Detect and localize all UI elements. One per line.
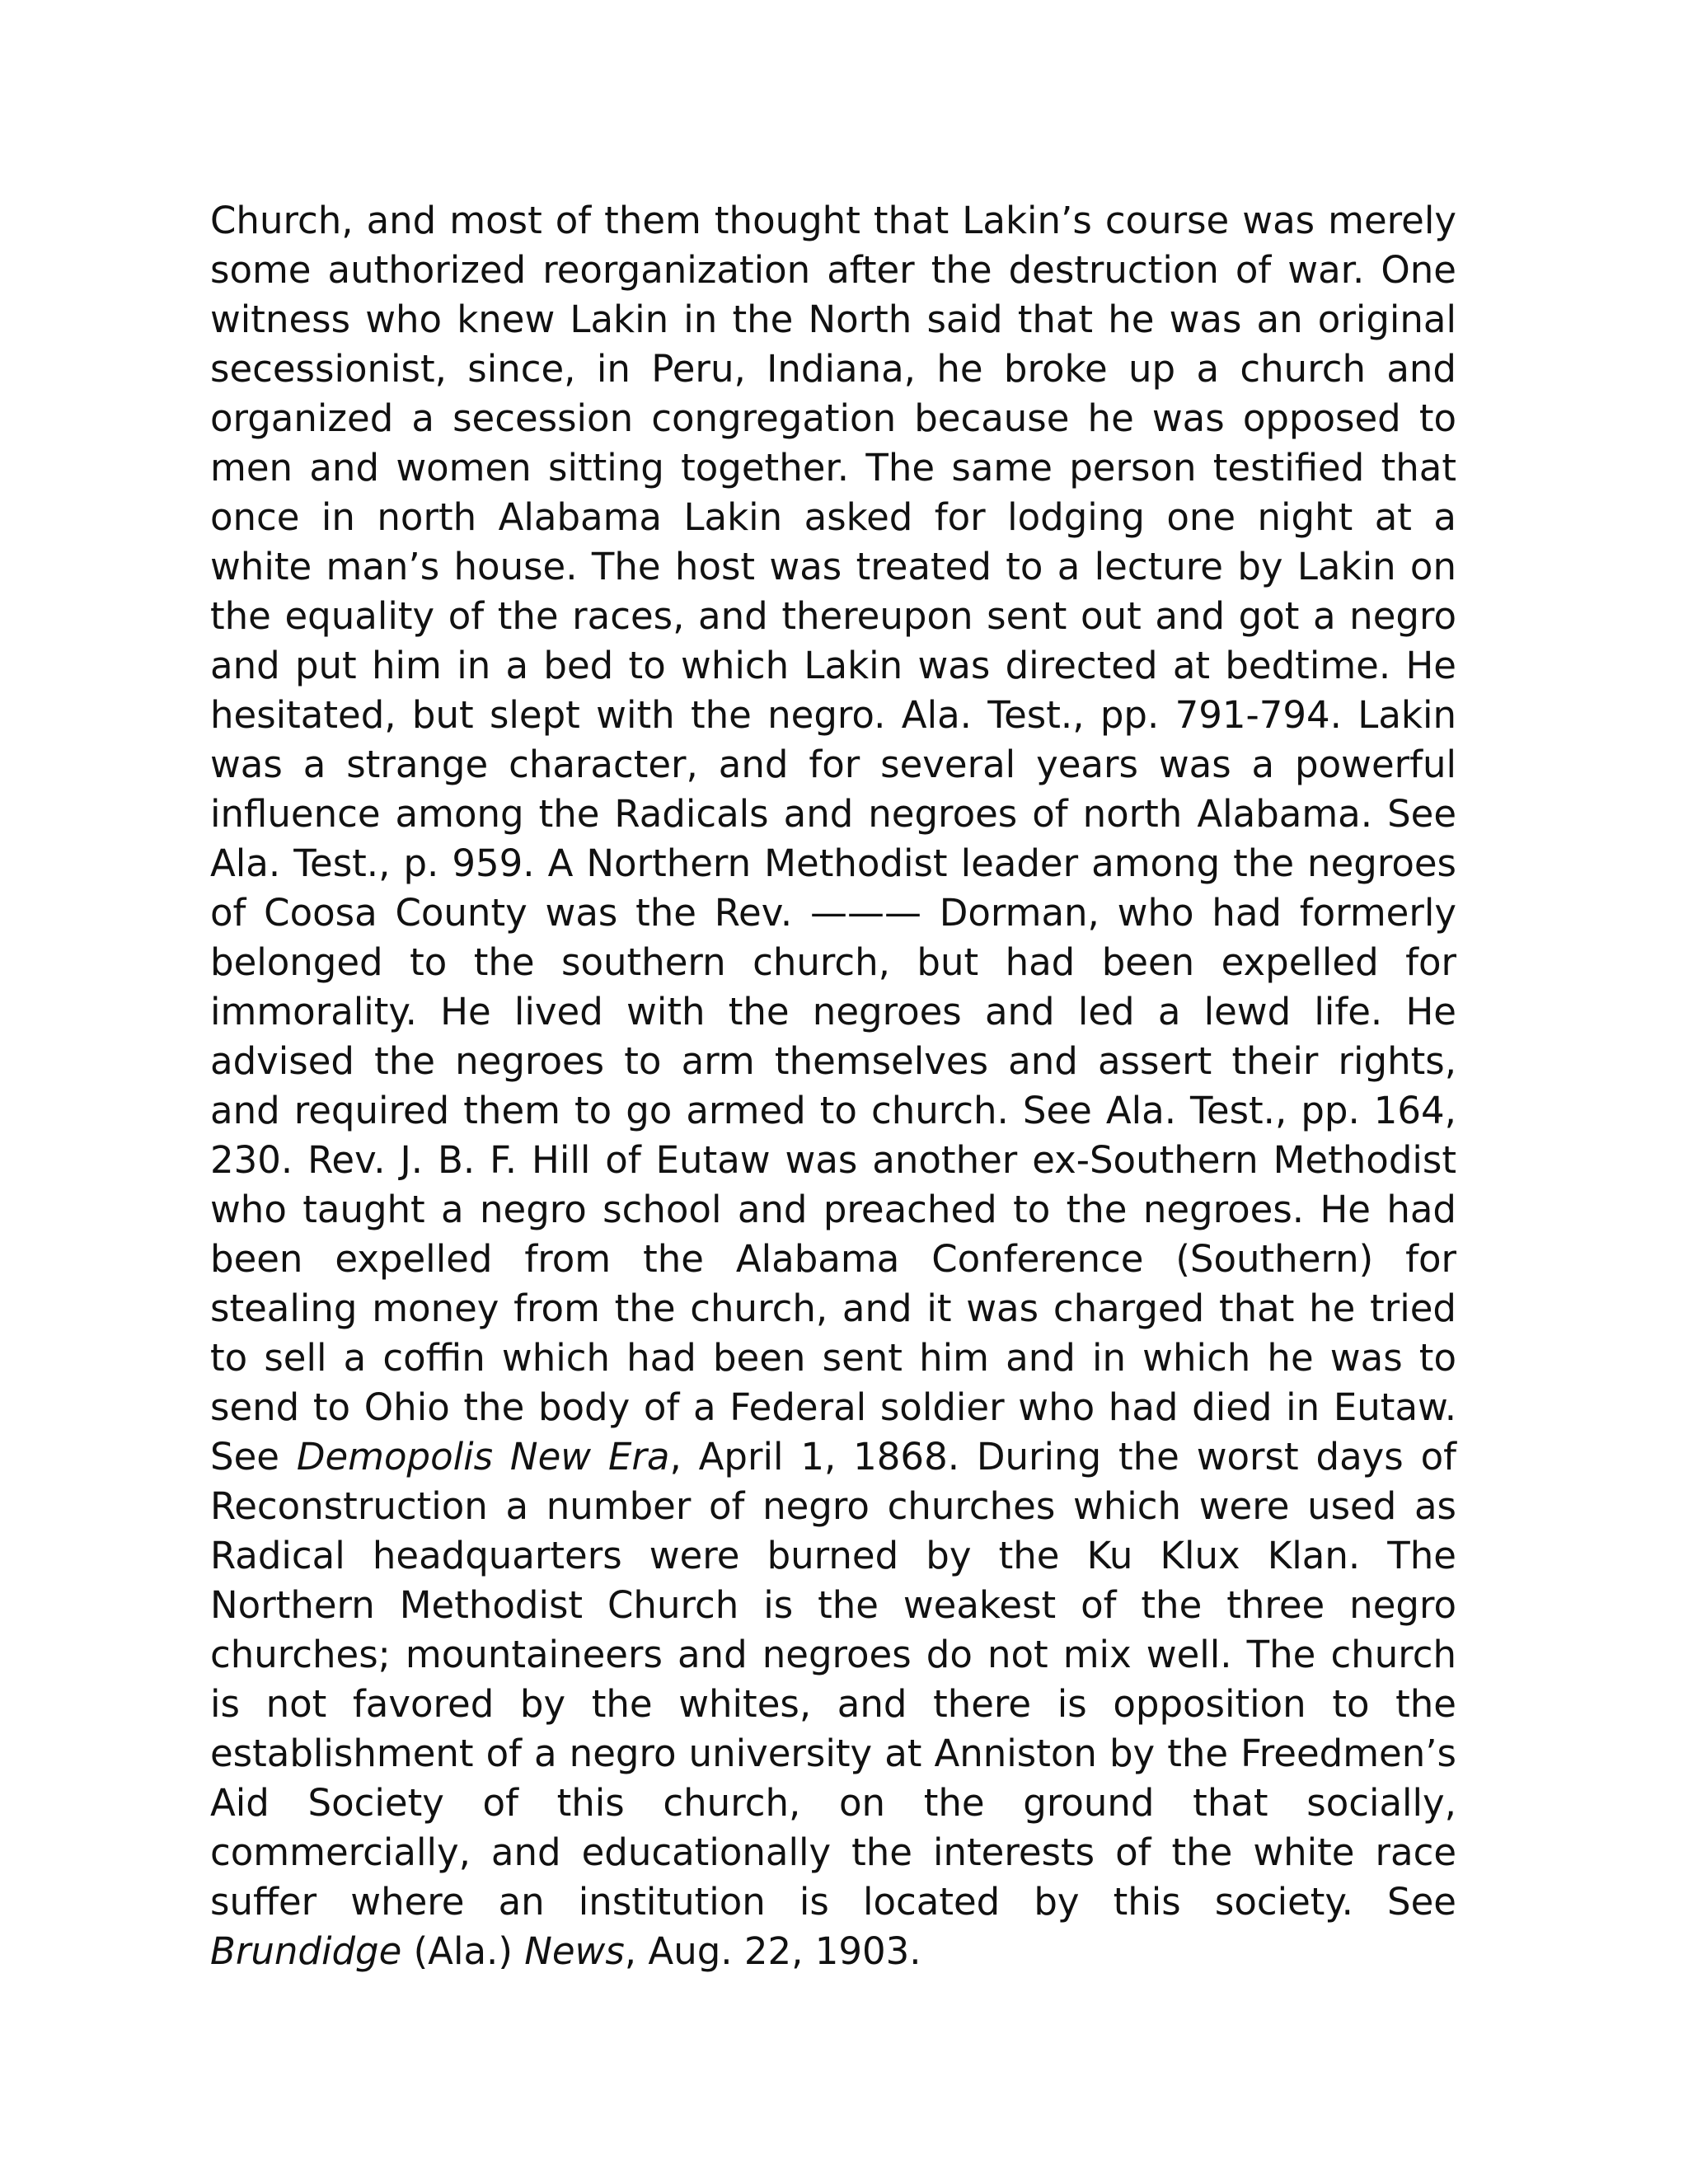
italic-run-newspaper-title: News bbox=[524, 1929, 625, 1973]
text-run: Church, and most of them thought that Lakin’s course was merely some authorized reorganization after the destruction of war. One witness who knew Lakin in the North said that he was an original secessionist, since, in Peru, Indiana, he broke up a church and organized a secession congregation because he was opposed to men and women sitting together. The same person testified that once in north Alabama Lakin asked for lodging one night at a white man’s house. The host was treated to a lecture by Lakin on the equality of the races, and thereupon sent out and got a negro and put him in a bed to which Lakin was directed at bedtime. He hesitated, but slept with the negro. Ala. Test., pp. 791-794. Lakin was a strange character, and for several years was a powerful influence among the Radicals and negroes of north Alabama. See Ala. Test., p. 959. A Northern Methodist leader among the negroes of Coosa County was the Rev. ——— Dorman, who had formerly belonged to the southern church, but had been expelled for immorality. He lived with the negroes and led a lewd life. He advised the negroes to arm themselves and assert their rights, and required them to go armed to church. See Ala. Test., pp. 164, 230. Rev. J. B. F. Hill of Eutaw was another ex-Southern Methodist who taught a negro school and preached to the negroes. He had been expelled from the Alabama Conference (Southern) for stealing money from the church, and it was charged that he tried to sell a coffin which had been sent him and in which he was to send to Ohio the body of a Federal soldier who had died in Eutaw. See bbox=[210, 199, 1456, 1479]
text-run: , Aug. 22, 1903. bbox=[624, 1929, 921, 1973]
italic-run-newspaper-title: Brundidge bbox=[210, 1929, 402, 1973]
body-paragraph bbox=[210, 196, 1456, 1976]
text-run: , April 1, 1868. During the worst days of Reconstruction a number of negro churches which were used as Radical headquarters were burned by the Ku Klux Klan. The Northern Methodist Church is the weakest of the three negro churches; mountaineers and negroes do not mix well. The church is not favored by the whites, and there is opposition to the establishment of a negro university at Anniston by the Freedmen’s Aid Society of this church, on the ground that socially, commercially, and educationally the interests of the white race suffer where an institution is located by this society. See bbox=[210, 1435, 1456, 1924]
text-run: (Ala.) bbox=[401, 1929, 525, 1973]
italic-run-newspaper-title: Demopolis New Era bbox=[296, 1435, 670, 1479]
